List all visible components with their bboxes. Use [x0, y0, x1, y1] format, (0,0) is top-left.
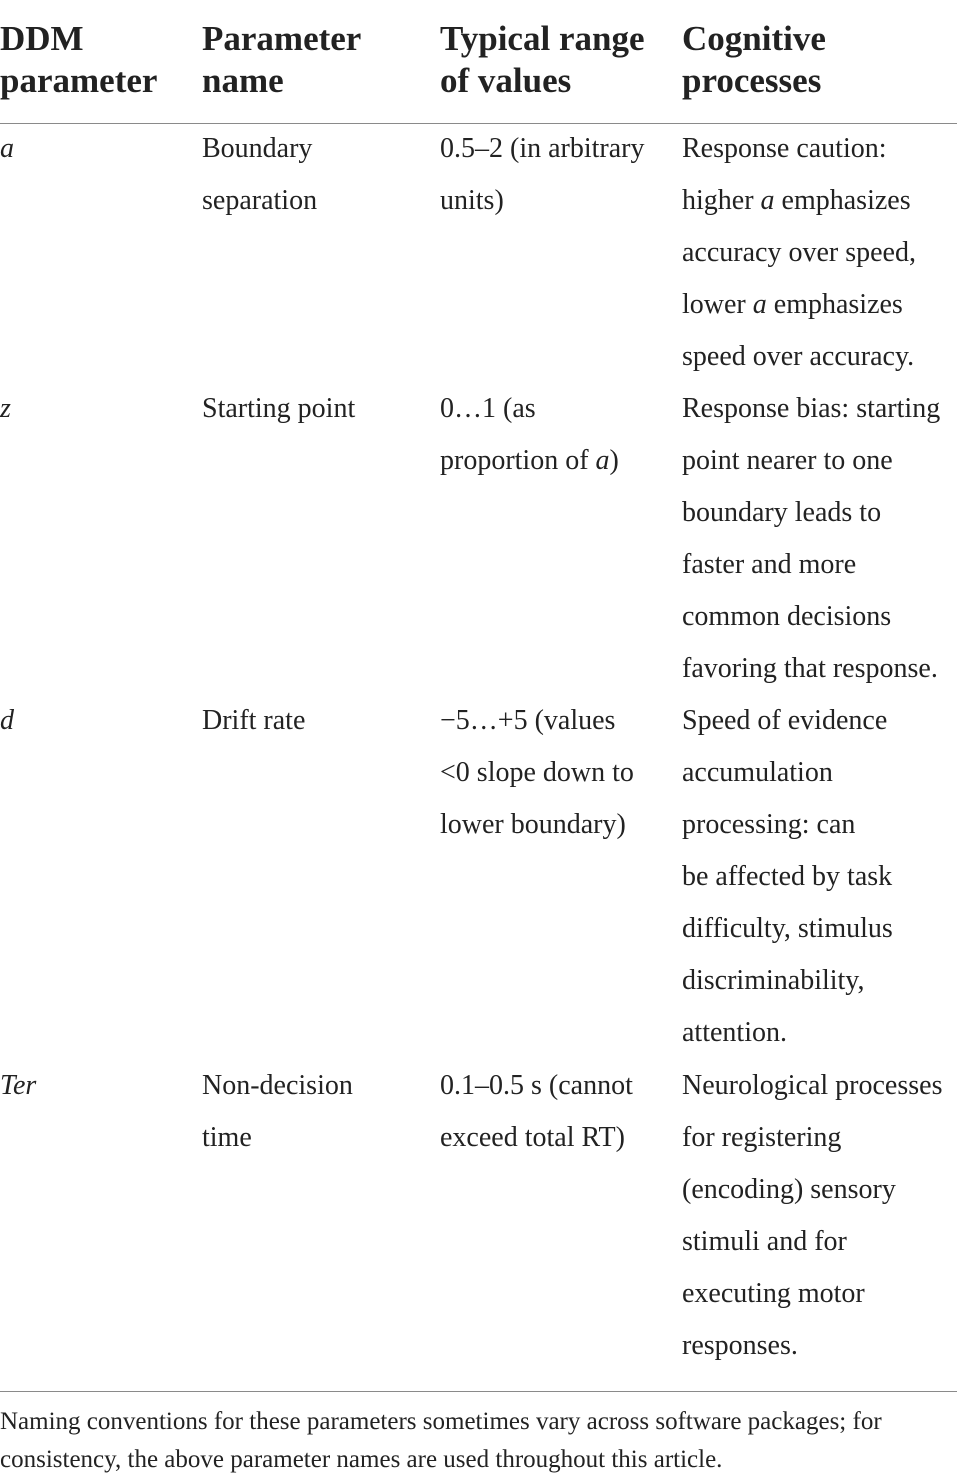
table-bottom-rule [0, 1391, 957, 1392]
parameter-range: 0.1–0.5 s (cannot exceed total RT) [440, 1070, 633, 1153]
column-header-typical-range: Typical range of values [440, 19, 645, 100]
parameter-range: −5…+5 (values <0 slope down to lower boundary) [440, 705, 634, 840]
parameter-process: Response caution: higher a emphasizes accuracy over speed, lower a emphasizes speed over accuracy. [682, 133, 916, 372]
parameter-symbol: d [0, 705, 14, 736]
column-header-ddm-parameter: DDM parameter [0, 19, 158, 100]
parameter-range: 0…1 (as proportion of a) [440, 393, 619, 476]
parameter-symbol: Ter [0, 1070, 37, 1101]
parameter-symbol: z [0, 393, 11, 424]
parameter-symbol: a [0, 133, 14, 164]
parameter-process: Neurological processes for registering (encoding) sensory stimuli and for executing motor responses. [682, 1070, 943, 1361]
parameter-name: Boundary separation [202, 133, 318, 216]
table-header [0, 18, 957, 124]
parameter-range: 0.5–2 (in arbitrary units) [440, 133, 645, 216]
parameter-name: Drift rate [202, 705, 306, 736]
column-header-cognitive-processes: Cognitive processes [682, 19, 826, 100]
parameter-process: Response bias: starting point nearer to one boundary leads to faster and more common decisions favoring that response. [682, 393, 941, 684]
parameter-name: Starting point [202, 393, 356, 424]
column-header-parameter-name: Parameter name [202, 19, 362, 100]
table-footnote: Naming conventions for these parameters sometimes vary across software packages; for consistency, the above parameter names are used throughout this article. [0, 1408, 882, 1473]
parameter-name: Non-decision time [202, 1070, 353, 1153]
parameter-process: Speed of evidence accumulation processing: can be affected by task difficulty, stimulus discriminability, attention. [682, 705, 893, 1048]
